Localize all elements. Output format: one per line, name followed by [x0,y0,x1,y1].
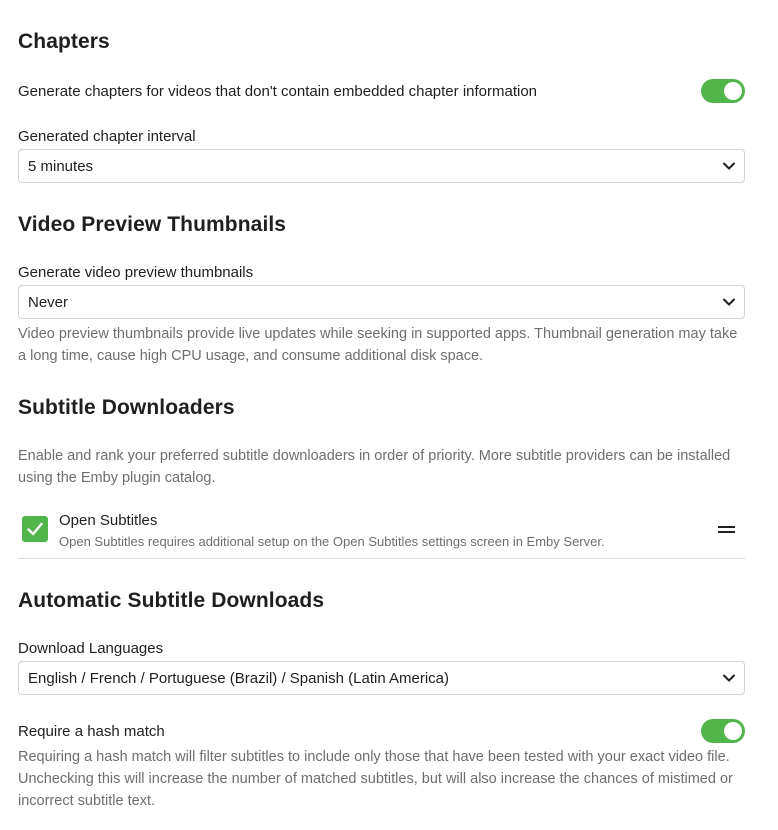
item-divider [18,558,745,559]
thumbnails-description: Video preview thumbnails provide live updates while seeking in supported apps. Thumbnail generation may take a long time, cause high CPU usage, and consume additional disk space. [18,326,738,364]
generate-chapters-label: Generate chapters for videos that don't contain embedded chapter information [18,82,538,100]
hash-match-label: Require a hash match [18,722,165,740]
open-subtitles-checkbox[interactable] [22,516,48,542]
subtitle-downloaders-description: Enable and rank your preferred subtitle downloaders in order of priority. More subtitle providers can be installed using the Emby plugin catalog. [18,448,731,486]
download-languages-value: English / French / Portuguese (Brazil) / Spanish (Latin America) [28,669,450,687]
chapter-interval-value: 5 minutes [28,157,94,175]
chevron-down-icon [722,295,736,309]
thumbnails-generate-select[interactable] [18,285,745,319]
thumbnails-generate-value: Never [28,293,69,311]
generate-chapters-toggle[interactable] [701,79,745,103]
checkmark-icon [26,520,44,538]
subtitle-downloaders-heading: Subtitle Downloaders [18,396,235,419]
thumbnails-generate-label: Generate video preview thumbnails [18,264,254,281]
chapters-heading: Chapters [18,30,110,53]
chevron-down-icon [722,671,736,685]
hash-match-row [18,719,745,743]
toggle-knob [724,82,742,100]
hash-match-description: Requiring a hash match will filter subtitles to include only those that have been tested with your exact video file. Unchecking this will increase the number of matched subtitles, but will also increase the chances of mistimed or incorrect subtitle text. [18,749,733,809]
thumbnails-heading: Video Preview Thumbnails [18,213,287,236]
chevron-down-icon [722,159,736,173]
open-subtitles-note: Open Subtitles requires additional setup on the Open Subtitles settings screen in Emby Server. [59,534,605,549]
auto-downloads-heading: Automatic Subtitle Downloads [18,589,325,612]
chapter-interval-select[interactable] [18,149,745,183]
download-languages-select[interactable] [18,661,745,695]
download-languages-label: Download Languages [18,640,164,657]
drag-handle-icon[interactable] [718,525,735,535]
chapter-interval-label: Generated chapter interval [18,128,196,145]
list-item [18,509,745,559]
toggle-knob [724,722,742,740]
generate-chapters-row [18,79,745,103]
open-subtitles-name: Open Subtitles [59,512,158,529]
hash-match-toggle[interactable] [701,719,745,743]
